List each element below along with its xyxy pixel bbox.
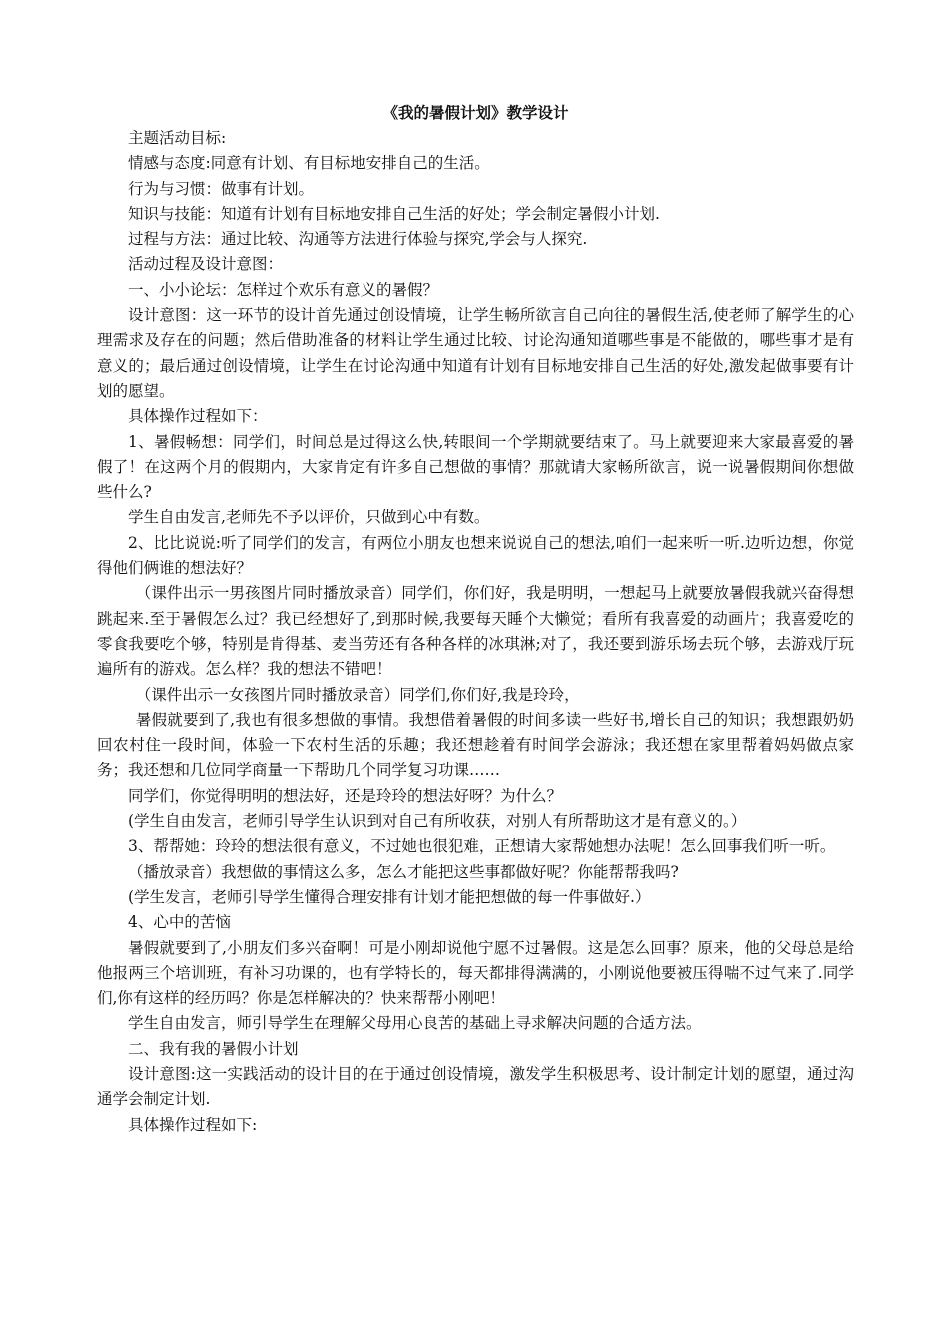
paragraph-step-4-heading: 4、心中的苦恼 <box>128 913 231 932</box>
paragraph-design-intent-1: 设计意图：这一环节的设计首先通过创设情境，让学生畅所欲言自己向往的暑假生活,使老师了解学生的心理需求及存在的问题；然后借助准备的材料让学生通过比较、讨论沟通知道哪些事是不能做的，哪些事才是有意义的；最后通过创设情境，让学生在讨论沟通中知道有计划有目标地安排自己生活的好处,激发起做事要有计划的愿望。 <box>97 306 854 400</box>
paragraph-procedure-heading-2: 具体操作过程如下: <box>128 1115 258 1134</box>
section-heading-my-plan: 二、我有我的暑假小计划 <box>128 1039 299 1058</box>
paragraph-step-1-response: 学生自由发言,老师先不予以评价，只做到心中有数。 <box>128 508 490 527</box>
paragraph-procedure-heading-1: 具体操作过程如下： <box>128 407 268 426</box>
paragraph-step-1: 1、暑假畅想：同学们，时间总是过得这么快,转眼间一个学期就要结束了。马上就要迎来大家最喜爱的暑假了！在这两个月的假期内，大家肯定有许多自己想做的事情？那就请大家畅所欲言，说一说暑假期间你想做些什么? <box>97 432 854 502</box>
paragraph-step-4-guidance: 学生自由发言，师引导学生在理解父母用心良苦的基础上寻求解决问题的合适方法。 <box>128 1014 702 1033</box>
paragraph-step-3: 3、帮帮她：玲玲的想法很有意义，不过她也很犯难，正想请大家帮她想办法呢！怎么回事我们听一听。 <box>128 837 836 856</box>
section-heading-forum: 一、小小论坛：怎样过个欢乐有意义的暑假？ <box>128 280 439 299</box>
document-title: 《我的暑假计划》教学设计 <box>382 103 569 122</box>
paragraph-activity-process-heading: 活动过程及设计意图： <box>128 255 284 274</box>
paragraph-step-4-story: 暑假就要到了,小朋友们多兴奋啊！可是小刚却说他宁愿不过暑假。这是怎么回事？原来，他的父母总是给他报两三个培训班，有补习功课的，也有学特长的，每天都排得满满的，小刚说他要被压得喘不过气来了.同学们,你有这样的经历吗？你是怎样解决的？快来帮帮小刚吧！ <box>97 938 854 1008</box>
paragraph-design-intent-2: 设计意图:这一实践活动的设计目的在于通过创设情境，激发学生积极思考、设计制定计划的愿望，通过沟通学会制定计划. <box>97 1064 854 1109</box>
paragraph-objectives-heading: 主题活动目标: <box>128 129 227 147</box>
paragraph-process-method: 过程与方法：通过比较、沟通等方法进行体验与探究,学会与人探究. <box>128 230 588 249</box>
paragraph-lingling-intro: （课件出示一女孩图片同时播放录音）同学们,你们好,我是玲玲， <box>135 685 580 704</box>
paragraph-compare-question: 同学们，你觉得明明的想法好，还是玲玲的想法好呀？为什么？ <box>128 786 563 805</box>
paragraph-compare-guidance: (学生自由发言，老师引导学生认识到对自己有所收获，对别人有所帮助这才是有意义的。） <box>128 812 747 831</box>
paragraph-step-3-guidance: (学生发言，老师引导学生懂得合理安排有计划才能把想做的每一件事做好.） <box>128 887 651 906</box>
paragraph-step-3-recording: （播放录音）我想做的事情这么多，怎么才能把这些事都做好呢？你能帮帮我吗? <box>128 862 679 881</box>
paragraph-knowledge-skill: 知识与技能：知道有计划有目标地安排自己生活的好处；学会制定暑假小计划. <box>128 204 660 223</box>
paragraph-mingming-recording: （课件出示一男孩图片同时播放录音）同学们，你们好，我是明明，一想起马上就要放暑假我就兴奋得想跳起来.至于暑假怎么过？我已经想好了,到那时候,我要每天睡个大懒觉；看所有我喜爱的动画片；我喜爱吃的零食我要吃个够，特别是肯得基、麦当劳还有各种各样的冰琪淋;对了，我还要到游乐场去玩个够，去游戏厅玩遍所有的游戏。怎么样？我的想法不错吧！ <box>97 584 854 679</box>
paragraph-step-2: 2、比比说说:听了同学们的发言，有两位小朋友也想来说说自己的想法,咱们一起来听一听.边听边想，你觉得他们俩谁的想法好？ <box>97 533 854 578</box>
paragraph-lingling-recording: 暑假就要到了,我也有很多想做的事情。我想借着暑假的时间多读一些好书,增长自己的知识；我想跟奶奶回农村住一段时间，体验一下农村生活的乐趣；我还想趁着有时间学会游泳；我还想在家里帮着妈妈做点家务；我还想和几位同学商量一下帮助几个同学复习功课…… <box>97 710 854 780</box>
document-page <box>97 100 854 1138</box>
paragraph-emotion-attitude: 情感与态度:同意有计划、有目标地安排自己的生活。 <box>128 154 490 173</box>
paragraph-behavior-habit: 行为与习惯：做事有计划。 <box>128 179 315 198</box>
